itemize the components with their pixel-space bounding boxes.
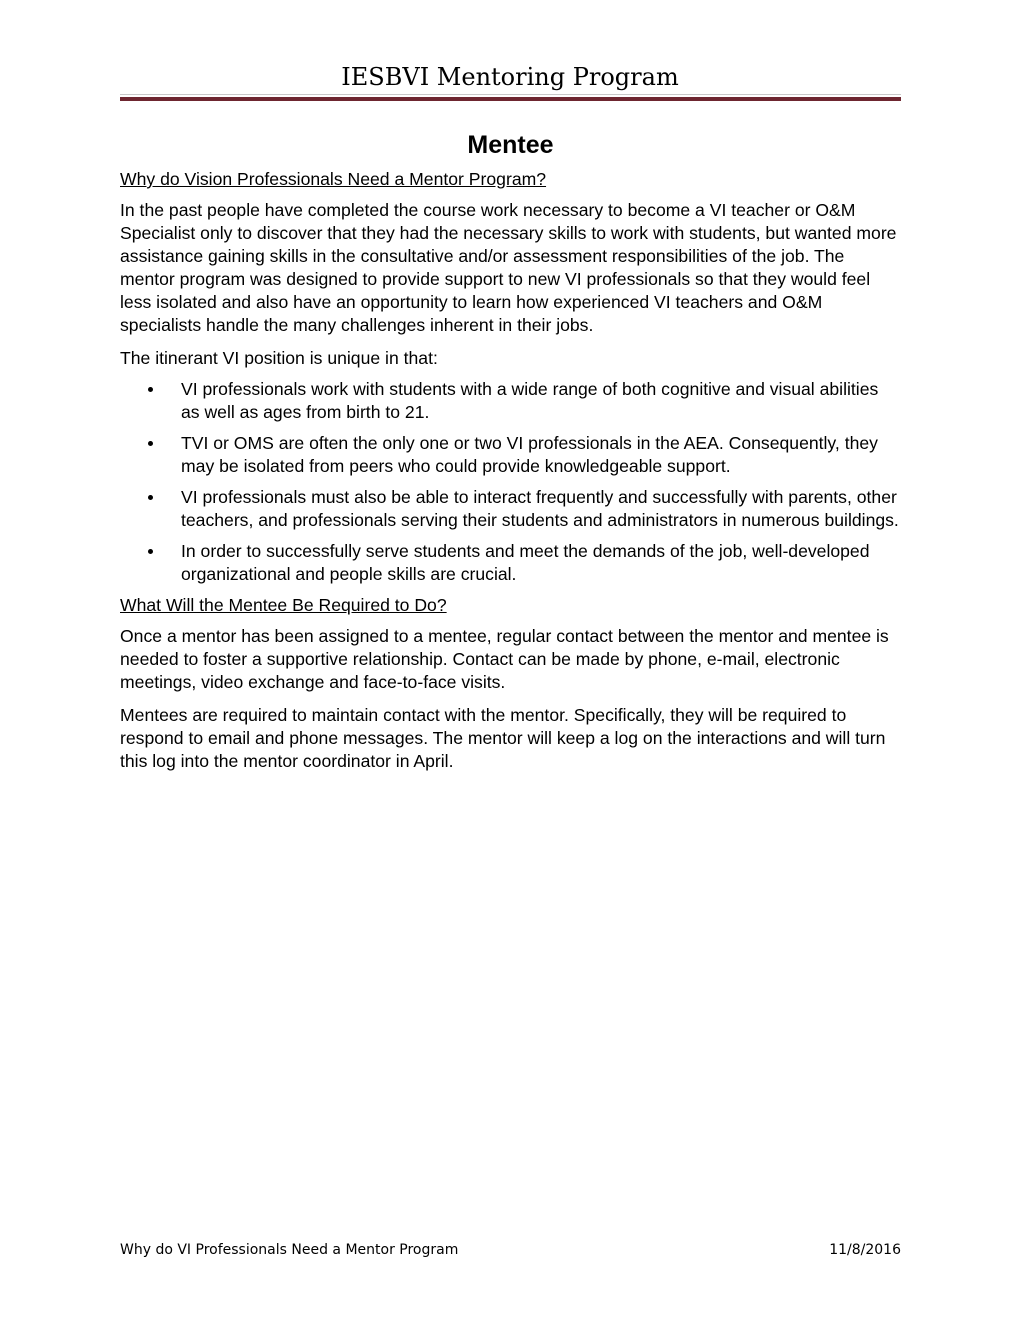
footer-date: 11/8/2016 [829,1242,901,1258]
list-item [120,432,901,478]
list-item [120,378,901,424]
bullet-icon [148,387,153,392]
bullet-icon [148,495,153,500]
section-heading-why: Why do Vision Professionals Need a Mentor Program? [120,169,547,189]
intro-paragraph: In the past people have completed the course work necessary to become a VI teacher or O&M Specialist only to discover that they had the necessary skills to work with students, but wanted more assistance gaining skills in the consultative and/or assessment responsibilities of the job. The mentor program was designed to provide support to new VI professionals so that they would feel less isolated and also have an opportunity to learn how experienced VI teachers and O&M specialists handle the many challenges inherent in their jobs. [120,200,897,335]
list-item-text: TVI or OMS are often the only one or two VI professionals in the AEA. Consequently, they may be isolated from peers who could provide knowledgeable support. [181,433,878,476]
list-item-text: In order to successfully serve students and meet the demands of the job, well-developed organizational and people skills are crucial. [181,541,870,584]
header-rule [120,97,901,101]
requirements-paragraph: Mentees are required to maintain contact with the mentor. Specifically, they will be required to respond to email and phone messages. The mentor will keep a log on the interactions and will turn this log into the mentor coordinator in April. [120,705,886,771]
document-body [120,126,901,783]
itinerant-intro: The itinerant VI position is unique in that: [120,348,438,368]
page-title: Mentee [467,131,554,159]
bullet-icon [148,549,153,554]
contact-paragraph: Once a mentor has been assigned to a mentee, regular contact between the mentor and mentee is needed to foster a supportive relationship. Contact can be made by phone, e-mail, electronic meetings, video exchange and face-to-face visits. [120,626,889,692]
bullet-list [120,378,901,586]
list-item-text: VI professionals work with students with a wide range of both cognitive and visual abilities as well as ages from birth to 21. [181,379,879,422]
bullet-icon [148,441,153,446]
list-item [120,540,901,586]
list-item-text: VI professionals must also be able to interact frequently and successfully with parents, other teachers, and professionals serving their students and administrators in numerous buildings. [181,487,899,530]
footer-text: Why do VI Professionals Need a Mentor Program [120,1242,459,1258]
header-title: IESBVI Mentoring Program [341,63,679,91]
list-item [120,486,901,532]
header-rule-thin [120,94,901,95]
section-heading-requirements: What Will the Mentee Be Required to Do? [120,595,447,615]
